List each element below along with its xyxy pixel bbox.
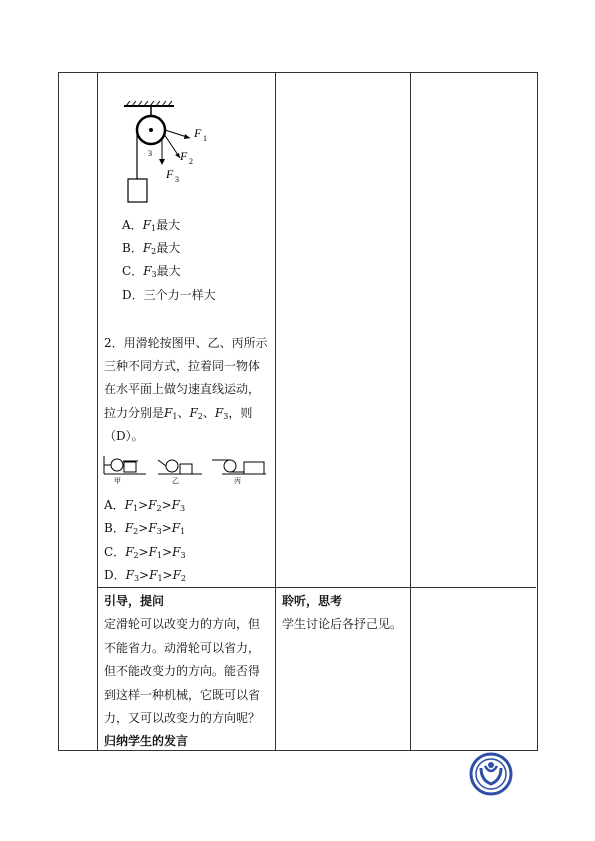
- q1-option-d: D．三个力一样大: [122, 288, 216, 302]
- q1-option-rest: 最大: [156, 264, 181, 278]
- q1-option-rest: 最大: [156, 241, 181, 255]
- q2-option-a: A．$F_1>F_2>F_3$: [104, 498, 186, 513]
- teacher-footer: 归纳学生的发言: [104, 734, 189, 748]
- col-divider-1: [97, 72, 98, 750]
- pulley-figure: [118, 98, 218, 218]
- q1-option-c: [122, 263, 181, 283]
- figure-label-f2-sub: 2: [189, 157, 193, 166]
- figure-label-f1-sub: 1: [203, 134, 207, 143]
- q1-option-letter: A．: [122, 218, 143, 232]
- q2-line4-prefix: 拉力分别是: [104, 406, 165, 420]
- q2-option-d: D．$F_3>F_1>F_2$: [104, 568, 187, 583]
- q2-answer-line: （D）。: [104, 429, 144, 443]
- q2-option-letter: D．: [104, 568, 126, 582]
- figure-label-f2: F: [180, 149, 188, 163]
- q2-option-letter: A．: [104, 498, 125, 512]
- q2-option-letter: B．: [104, 521, 125, 535]
- figure-label-f3-sub: 3: [175, 175, 179, 184]
- q1-option-sym: F: [142, 218, 151, 232]
- teacher-line-4: 到这样一种机械，它既可以省: [104, 688, 261, 702]
- q2-line-3: 在水平面上做匀速直线运动，: [104, 382, 261, 396]
- teacher-heading: 引导，提问: [104, 594, 165, 608]
- q2-fig-label-2: 乙: [172, 477, 179, 485]
- teacher-line-1: 定滑轮可以改变力的方向，但: [104, 617, 261, 631]
- q2-option-letter: C．: [104, 545, 126, 559]
- teacher-line-2: 不能省力。动滑轮可以省力，: [104, 641, 261, 655]
- q1-option-letter: C．: [122, 264, 144, 278]
- q1-option-rest: 最大: [156, 218, 181, 232]
- q2-fig-label-3: 丙: [234, 477, 241, 485]
- logo-icon: [469, 752, 513, 796]
- student-text: 学生讨论后各抒己见。: [282, 617, 403, 631]
- row-divider: [97, 587, 536, 588]
- figure-label-f1: F: [194, 126, 202, 140]
- student-heading: 聆听，思考: [282, 594, 343, 608]
- q1-option-sym: F: [143, 264, 152, 278]
- q1-option-a: [122, 217, 180, 237]
- q2-fig-label-1: 甲: [114, 477, 121, 485]
- q2-line-1: 2．用滑轮按图甲、乙、丙所示: [104, 336, 268, 350]
- q2-figures: [102, 452, 272, 488]
- figure-label-num: 3: [148, 149, 152, 158]
- col-divider-2: [275, 72, 276, 750]
- q2-line-2: 三种不同方式，拉着同一物体: [104, 359, 261, 373]
- teacher-line-3: 但不能改变力的方向。能否得: [104, 664, 261, 678]
- q2-line4-suffix: ，则: [228, 406, 253, 420]
- q1-option-sym: F: [142, 241, 152, 255]
- q2-option-b: B．$F_2>F_3>F_1$: [104, 521, 186, 536]
- teacher-line-5: 力，又可以改变力的方向呢？: [104, 711, 261, 725]
- q2-line-4: 拉力分别是$F_1$、$F_2$、$F_3$，则: [104, 406, 253, 421]
- q1-option-sub: 3: [151, 270, 157, 279]
- figure-label-f3: F: [166, 167, 174, 181]
- col-divider-3: [410, 72, 411, 750]
- q1-option-sub: 2: [151, 247, 157, 256]
- q1-option-b: [122, 240, 180, 260]
- q1-option-sub: 1: [151, 224, 157, 233]
- q2-option-c: C．$F_2>F_1>F_3$: [104, 545, 186, 560]
- q1-option-letter: B．: [122, 241, 143, 255]
